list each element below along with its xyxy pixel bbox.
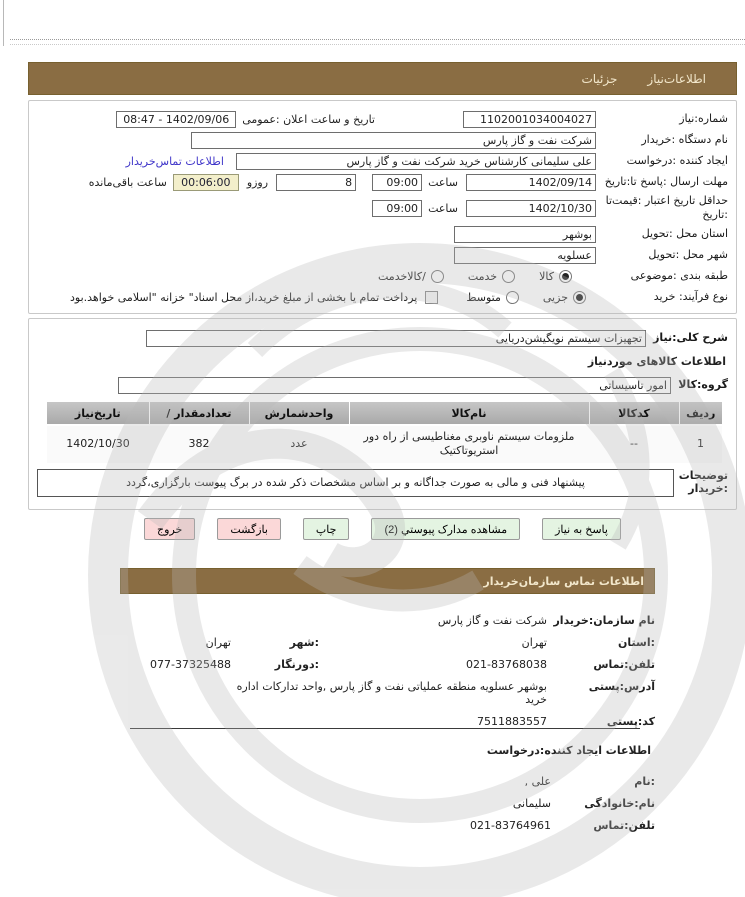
- org-name-label: نام سازمان:خریدار: [553, 614, 655, 627]
- goods-table-row: [47, 425, 722, 463]
- request-creator-field[interactable]: علی سلیمانی کارشناس خرید شرکت نفت و گاز پارس: [236, 153, 596, 170]
- deadline-label: مهلت ارسال :پاسخ تا:تاریخ: [604, 175, 728, 189]
- process-type-label: نوع فرآیند: خرید: [653, 290, 728, 304]
- goods-table: [47, 402, 722, 463]
- creator-phone-row: [120, 819, 655, 832]
- radio-service[interactable]: [502, 270, 515, 283]
- goods-panel: [28, 318, 737, 510]
- validity-label: حداقل تاریخ اعتبار :قیمت‌تا :تاریخ: [605, 194, 728, 221]
- goods-table-header-row: [47, 402, 722, 425]
- postal-code-label: کد:پستی: [606, 715, 655, 728]
- respond-button[interactable]: پاسخ به نیاز: [542, 518, 621, 540]
- last-name-row: [120, 797, 655, 810]
- delivery-province-field[interactable]: بوشهر: [454, 226, 596, 243]
- contact-phone-value: 021-83768038: [466, 658, 547, 671]
- radio-medium-label[interactable]: متوسط: [466, 290, 501, 304]
- left-edge-line: [3, 0, 4, 46]
- need-description-label: شرح کلی:نیاز: [653, 331, 728, 345]
- cell-row-number: 1: [679, 425, 722, 463]
- buyer-contact-link[interactable]: اطلاعات تماس‌خریدار: [125, 154, 224, 168]
- col-item-code: کدکالا: [589, 402, 679, 425]
- org-name-value: شرکت نفت و گاز پارس: [437, 614, 547, 627]
- col-need-date: تاریخ‌نیاز: [47, 402, 149, 425]
- view-attachments-button[interactable]: مشاهده مدارک پیوستي (2): [371, 518, 520, 540]
- validity-date-field[interactable]: 1402/10/30: [466, 200, 596, 217]
- address-row: [120, 680, 655, 706]
- print-button[interactable]: چاپ: [303, 518, 350, 540]
- menu-item-details[interactable]: جزئیات: [581, 71, 618, 86]
- classification-row: [37, 267, 728, 285]
- cell-item-name: ملزومات سیستم ناوبری مغناطیسی از راه دور استریوتاکتیک: [349, 425, 589, 463]
- need-info-panel: [28, 100, 737, 314]
- validity-hour-label: ساعت: [428, 201, 458, 215]
- treasury-checkbox[interactable]: [425, 291, 438, 304]
- radio-medium[interactable]: [506, 291, 519, 304]
- deadline-hour-label: ساعت: [428, 175, 458, 189]
- contact-fax-value: 077-37325488: [150, 658, 231, 671]
- radio-minor-label[interactable]: جزیی: [542, 290, 568, 304]
- days-label: روزو: [246, 175, 269, 189]
- need-description-field[interactable]: تجهیزات سیستم نویگیشن‌دریایی: [146, 330, 646, 347]
- province-city-row: [120, 636, 655, 649]
- cell-quantity: 382: [149, 425, 249, 463]
- buyer-org-field[interactable]: شرکت نفت و گاز پارس: [191, 132, 596, 149]
- classification-label: طبقه بندی :موضوعی: [630, 269, 728, 283]
- remaining-time-box: 00:06:00: [173, 174, 239, 191]
- announce-datetime-field[interactable]: 08:47 - 1402/09/06: [116, 111, 236, 128]
- radio-goods[interactable]: [559, 270, 572, 283]
- first-name-label: :نام: [634, 775, 655, 788]
- col-quantity: تعدادمقدار /: [149, 402, 249, 425]
- contact-fax-label: :دورنگار: [274, 658, 319, 671]
- buyer-contact-section: [120, 600, 655, 737]
- radio-minor[interactable]: [573, 291, 586, 304]
- action-buttons: [28, 518, 737, 540]
- address-value: بوشهر عسلویه منطقه عملیاتی نفت و گاز پارس ,واحد تدارکات اداره خرید: [236, 680, 547, 706]
- first-name-value: علی ,: [524, 775, 551, 788]
- menu-bar: [28, 62, 737, 95]
- postal-code-value: 7511883557: [477, 715, 547, 728]
- announce-label: تاریخ و ساعت اعلان :عمومی: [242, 112, 375, 126]
- radio-goods-service-label[interactable]: /کالاخدمت: [378, 269, 426, 283]
- delivery-city-row: [37, 246, 728, 264]
- cell-item-code: --: [589, 425, 679, 463]
- need-number-field[interactable]: 1102001034004027: [463, 111, 596, 128]
- back-button[interactable]: بازگشت: [217, 518, 281, 540]
- goods-group-row: [37, 376, 728, 394]
- creator-phone-label: تلفن:تماس: [593, 819, 655, 832]
- col-row-number: ردیف: [679, 402, 722, 425]
- need-number-label: شماره:نیاز: [679, 112, 728, 126]
- need-number-row: [37, 110, 728, 128]
- buyer-contact-header: [120, 568, 655, 594]
- treasury-note: پرداخت تمام یا بخشی از مبلغ خرید،از محل اسناد" خزانه "اسلامی خواهد.بود: [70, 290, 418, 304]
- delivery-province-row: [37, 225, 728, 243]
- radio-service-label[interactable]: خدمت: [467, 269, 498, 283]
- cell-unit: عدد: [249, 425, 349, 463]
- first-name-row: [120, 775, 655, 788]
- request-creator-title: اطلاعات ایجاد کننده:درخواست: [486, 744, 651, 757]
- days-field[interactable]: 8: [276, 174, 356, 191]
- validity-row: [37, 194, 728, 222]
- goods-group-field[interactable]: امور تاسیساتی: [118, 377, 671, 394]
- buyer-remarks-field[interactable]: پیشنهاد فنی و مالی به صورت جداگانه و بر اساس مشخصات ذکر شده در برگ پیوست بارگزاری،گردد: [37, 469, 674, 497]
- contact-phone-label: تلفن:تماس: [593, 658, 655, 671]
- validity-time-field[interactable]: 09:00: [372, 200, 422, 217]
- cell-need-date: 1402/10/30: [47, 425, 149, 463]
- postal-code-row: [120, 715, 655, 728]
- dotted-separator: [10, 39, 745, 45]
- buyer-contact-title: اطلاعات تماس سازمان‌خریدار: [483, 574, 644, 588]
- buyer-remarks-row: [37, 469, 728, 497]
- delivery-city-label: شهر محل :تحویل: [648, 248, 728, 262]
- contact-province-label: :استان: [618, 636, 655, 649]
- request-creator-label: ایجاد کننده :درخواست: [626, 154, 728, 168]
- exit-button[interactable]: خروج: [144, 518, 195, 540]
- creator-phone-value: 021-83764961: [470, 819, 551, 832]
- buyer-org-label: نام دستگاه :خریدار: [641, 133, 728, 147]
- deadline-row: [37, 173, 728, 191]
- delivery-city-field[interactable]: عسلویه: [454, 247, 596, 264]
- address-label: آدرس:پستی: [588, 680, 655, 693]
- request-creator-section: [120, 744, 655, 841]
- radio-goods-label[interactable]: کالا: [539, 269, 554, 283]
- contact-province-value: تهران: [521, 636, 547, 649]
- process-type-row: [37, 288, 728, 306]
- goods-group-label: گروه:کالا: [678, 378, 728, 392]
- request-creator-row: [37, 152, 728, 170]
- buyer-remarks-label: توضیحات :خریدار: [678, 468, 728, 496]
- org-name-row: [120, 614, 655, 627]
- remaining-label: ساعت باقی‌مانده: [88, 175, 167, 189]
- deadline-date-field[interactable]: 1402/09/14: [466, 174, 596, 191]
- buyer-org-row: [37, 131, 728, 149]
- last-name-label: نام:خانوادگی: [584, 797, 655, 810]
- radio-goods-service[interactable]: [431, 270, 444, 283]
- col-item-name: نام‌کالا: [349, 402, 589, 425]
- last-name-value: سلیمانی: [512, 797, 551, 810]
- col-unit: واحدشمارش: [249, 402, 349, 425]
- menu-item-need-info[interactable]: اطلاعات‌نیاز: [647, 71, 706, 86]
- phone-fax-row: [120, 658, 655, 671]
- goods-section-title: اطلاعات کالاهای موردنیاز: [587, 355, 726, 368]
- delivery-province-label: استان محل :تحویل: [641, 227, 728, 241]
- need-description-row: [37, 329, 728, 347]
- deadline-time-field[interactable]: 09:00: [372, 174, 422, 191]
- contact-city-label: :شهر: [289, 636, 319, 649]
- contact-city-value: تهران: [205, 636, 231, 649]
- section-divider: [130, 728, 640, 729]
